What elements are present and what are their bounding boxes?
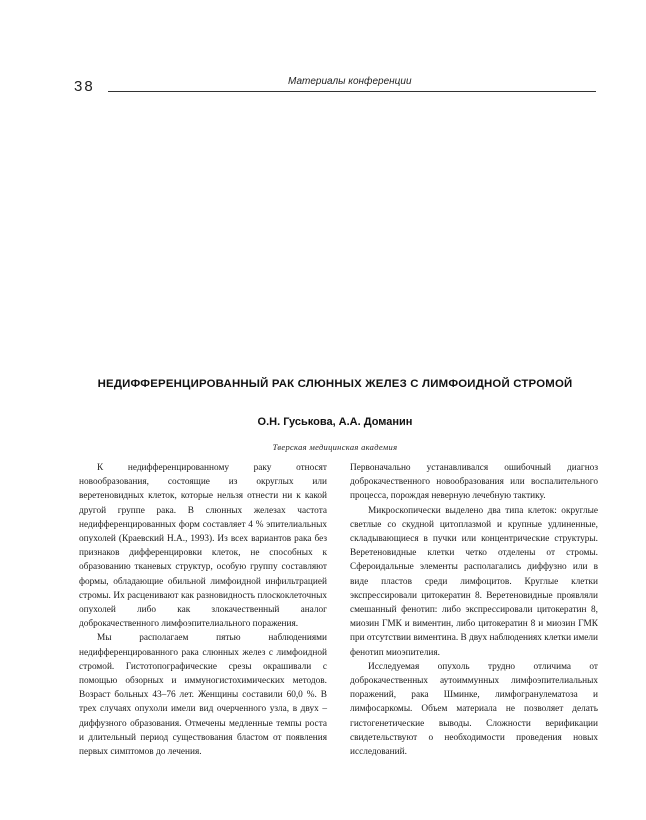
paragraph: Исследуемая опухоль трудно отличима от доброкачественных аутоиммунных лимфоэпителиальных поражений, рака Шминке, лимфогранулематоза и лимфосаркомы. Объем материала не позволяет делать гистогенетические выводы. Сложности верификации свидетельствуют о необходимости проведения новых исследований. xyxy=(350,661,598,758)
article-title: НЕДИФФЕРЕНЦИРОВАННЫЙ РАК СЛЮННЫХ ЖЕЛЕЗ С ЛИМФОИДНОЙ СТРОМОЙ xyxy=(97,378,573,390)
header-rule xyxy=(108,91,596,92)
paragraph: Мы располагаем пятью наблюдениями недифференцированного рака слюнных желез с лимфоидной стромой. Гистотопографические срезы окрашивали с помощью обзорных и иммуногистохимических методов. Возраст больных 43–76 лет. Женщины составили 60,0 %. В трех случаях опухоли имели вид очерченного узла, в двух – диффузного образования. Отмечены медленные темпы роста и длительный период существования бластом от появления первых симптомов до лечения. xyxy=(79,633,327,758)
running-header xyxy=(74,70,596,98)
article-affiliation: Тверская медицинская академия xyxy=(272,442,398,452)
article-authors: О.Н. Гуськова, А.А. Доманин xyxy=(257,416,413,428)
right-column xyxy=(350,461,598,759)
running-title: Материалы конференции xyxy=(288,76,412,87)
paragraph: Первоначально устанавливался ошибочный диагноз доброкачественного новообразования или воспалительного процесса, порождая неверную лечебную тактику. xyxy=(350,463,598,502)
paragraph: Микроскопически выделено два типа клеток: округлые светлые со скудной цитоплазмой и крупные удлиненные, складывающиеся в пучки или концентрические структуры. Веретеновидные клетки четко отделены от стромы. Сфероидальные элементы располагались диффузно или в виде пластов среди лимфоцитов. Круглые клетки экспрессировали цитокератин 8. Веретеновидные проявляли смешанный фенотип: либо экспрессировали цитокератин 8, миозин ГМК и виментин, либо цитокератин 8 и миозин ГМК при отсутствии виментина. В двух наблюдениях клетки имели фенотип миоэпителия. xyxy=(350,505,598,658)
page-number: 38 xyxy=(74,78,95,95)
left-column xyxy=(79,461,327,759)
paragraph: К недифференцированному раку относят новообразования, состоящие из округлых или веретеновидных клеток, которые нельзя отнести ни к какой другой группе рака. В слюнных железах частота недифференцированных форм составляет 4 % эпителиальных опухолей (Краевский Н.А., 1993). Из всех вариантов рака без признаков дифференцировки клеток, не способных к образованию тканевых структур, особую группу составляют формы, обладающие обильной лимфоидной инфильтрацией стромы. Их расценивают как разновидность плоскоклеточных опухолей либо как злокачественный аналог доброкачественного лимфоэпителиального поражения. xyxy=(79,463,327,630)
